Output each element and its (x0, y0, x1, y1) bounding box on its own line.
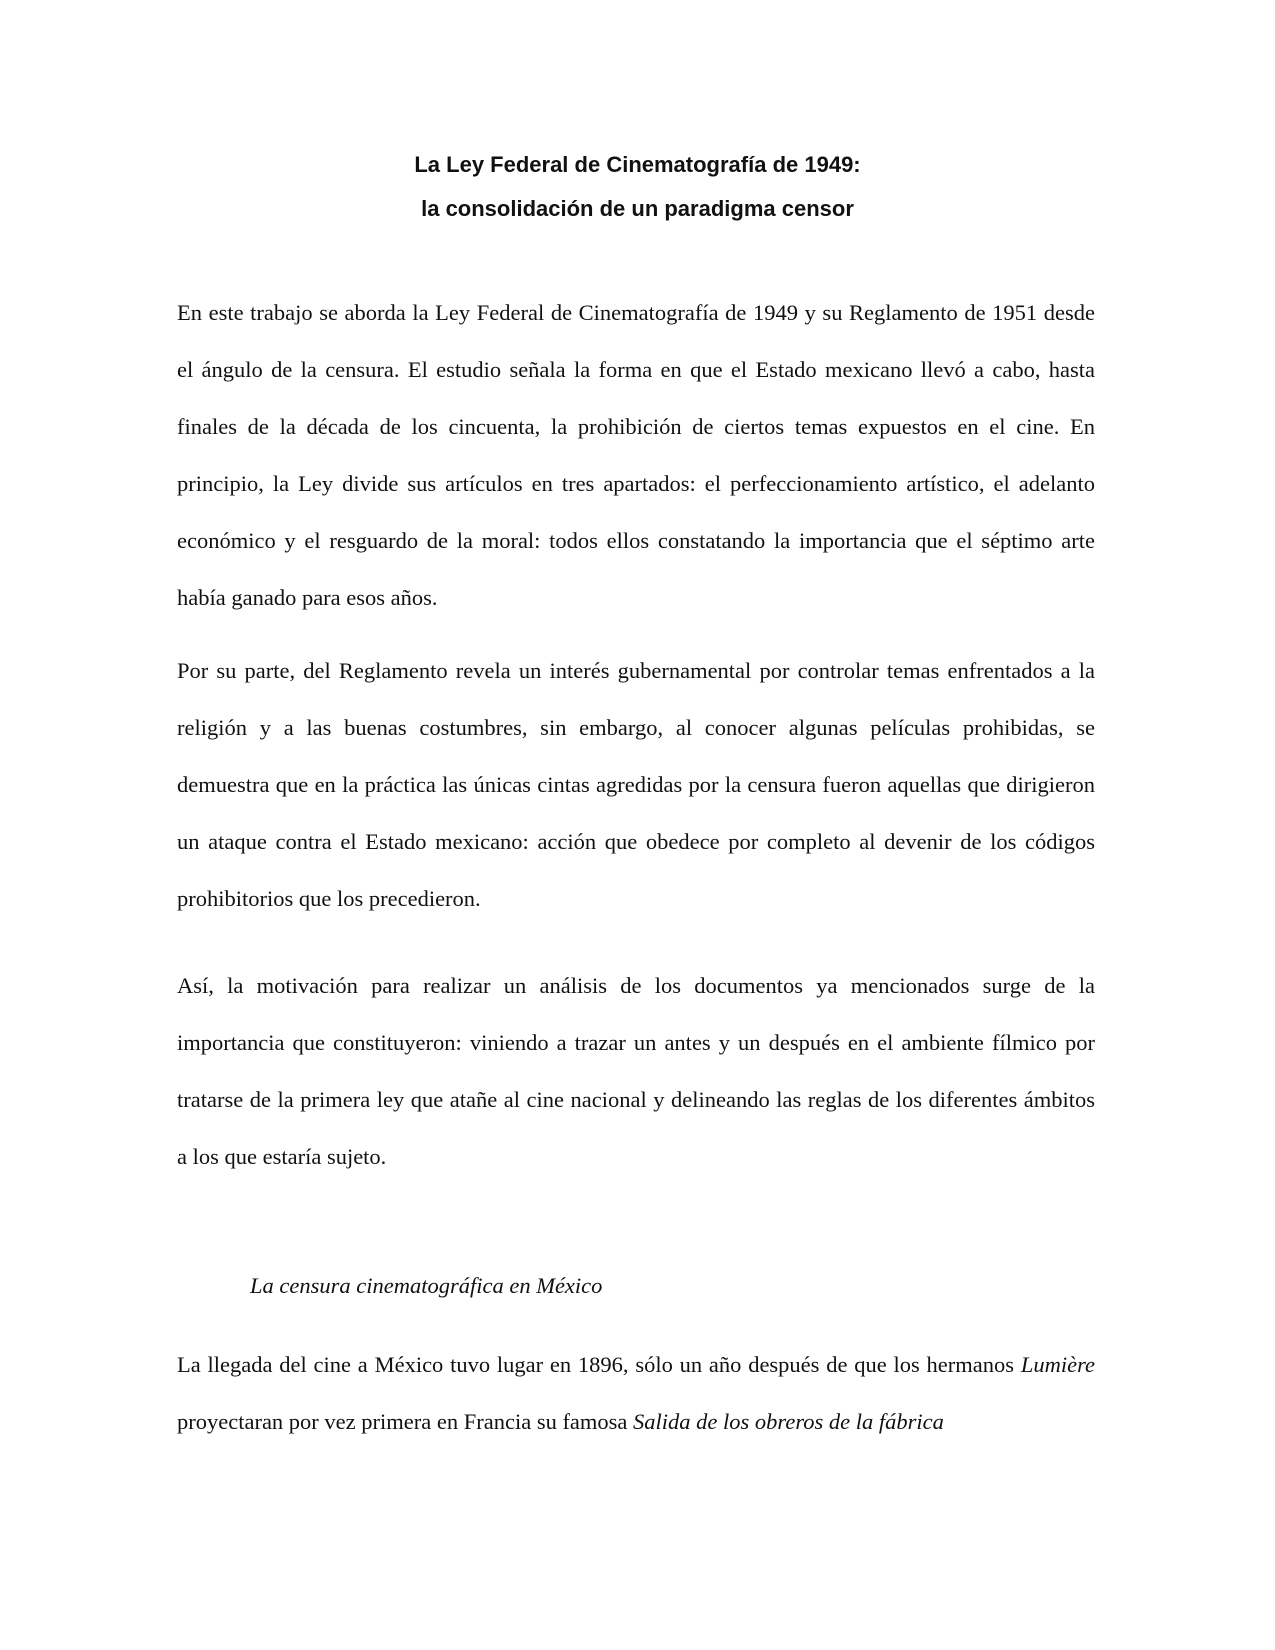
paragraph-text (177, 1336, 1095, 1450)
text-run: La llegada del cine a México tuvo lugar en 1896, sólo un año después de que los hermanos (177, 1352, 1021, 1377)
document-title (0, 143, 1275, 231)
italic-film-title: Salida de los obreros de la fábrica (633, 1409, 944, 1434)
italic-term-lumiere: Lumière (1020, 1352, 1095, 1377)
text-run: proyectaran por vez primera en Francia su famosa (177, 1409, 634, 1434)
section-heading: La censura cinematográfica en México (250, 1273, 603, 1298)
abstract-paragraph-3 (177, 957, 1095, 1201)
abstract-paragraph-1 (177, 284, 1095, 642)
paragraph-text: Por su parte, del Reglamento revela un interés gubernamental por controlar temas enfrentados a la religión y a las buenas costumbres, sin embargo, al conocer algunas películas prohibidas, se demuestra que en la práctica las únicas cintas agredidas por la censura fueron aquellas que dirigieron un ataque contra el Estado mexicano: acción que obedece por completo al devenir de los códigos prohibitorios que los precedieron. (177, 658, 1095, 911)
section-paragraph-1 (177, 1336, 1095, 1466)
paragraph-text: En este trabajo se aborda la Ley Federal de Cinematografía de 1949 y su Reglamento de 1951 desde el ángulo de la censura. El estudio señala la forma en que el Estado mexicano llevó a cabo, hasta finales de la década de los cincuenta, la prohibición de ciertos temas expuestos en el cine. En principio, la Ley divide sus artículos en tres apartados: el perfeccionamiento artístico, el adelanto económico y el resguardo de la moral: todos ellos constatando la importancia que el séptimo arte había ganado para esos años. (177, 300, 1095, 610)
title-line-2: la consolidación de un paradigma censor (421, 196, 854, 221)
title-line-1: La Ley Federal de Cinematografía de 1949: (414, 152, 861, 177)
paragraph-text: Así, la motivación para realizar un análisis de los documentos ya mencionados surge de la importancia que constituyeron: viniendo a trazar un antes y un después en el ambiente fílmico por tratarse de la primera ley que atañe al cine nacional y delineando las reglas de los diferentes ámbitos a los que estaría sujeto. (177, 973, 1095, 1169)
abstract-paragraph-2 (177, 642, 1095, 943)
